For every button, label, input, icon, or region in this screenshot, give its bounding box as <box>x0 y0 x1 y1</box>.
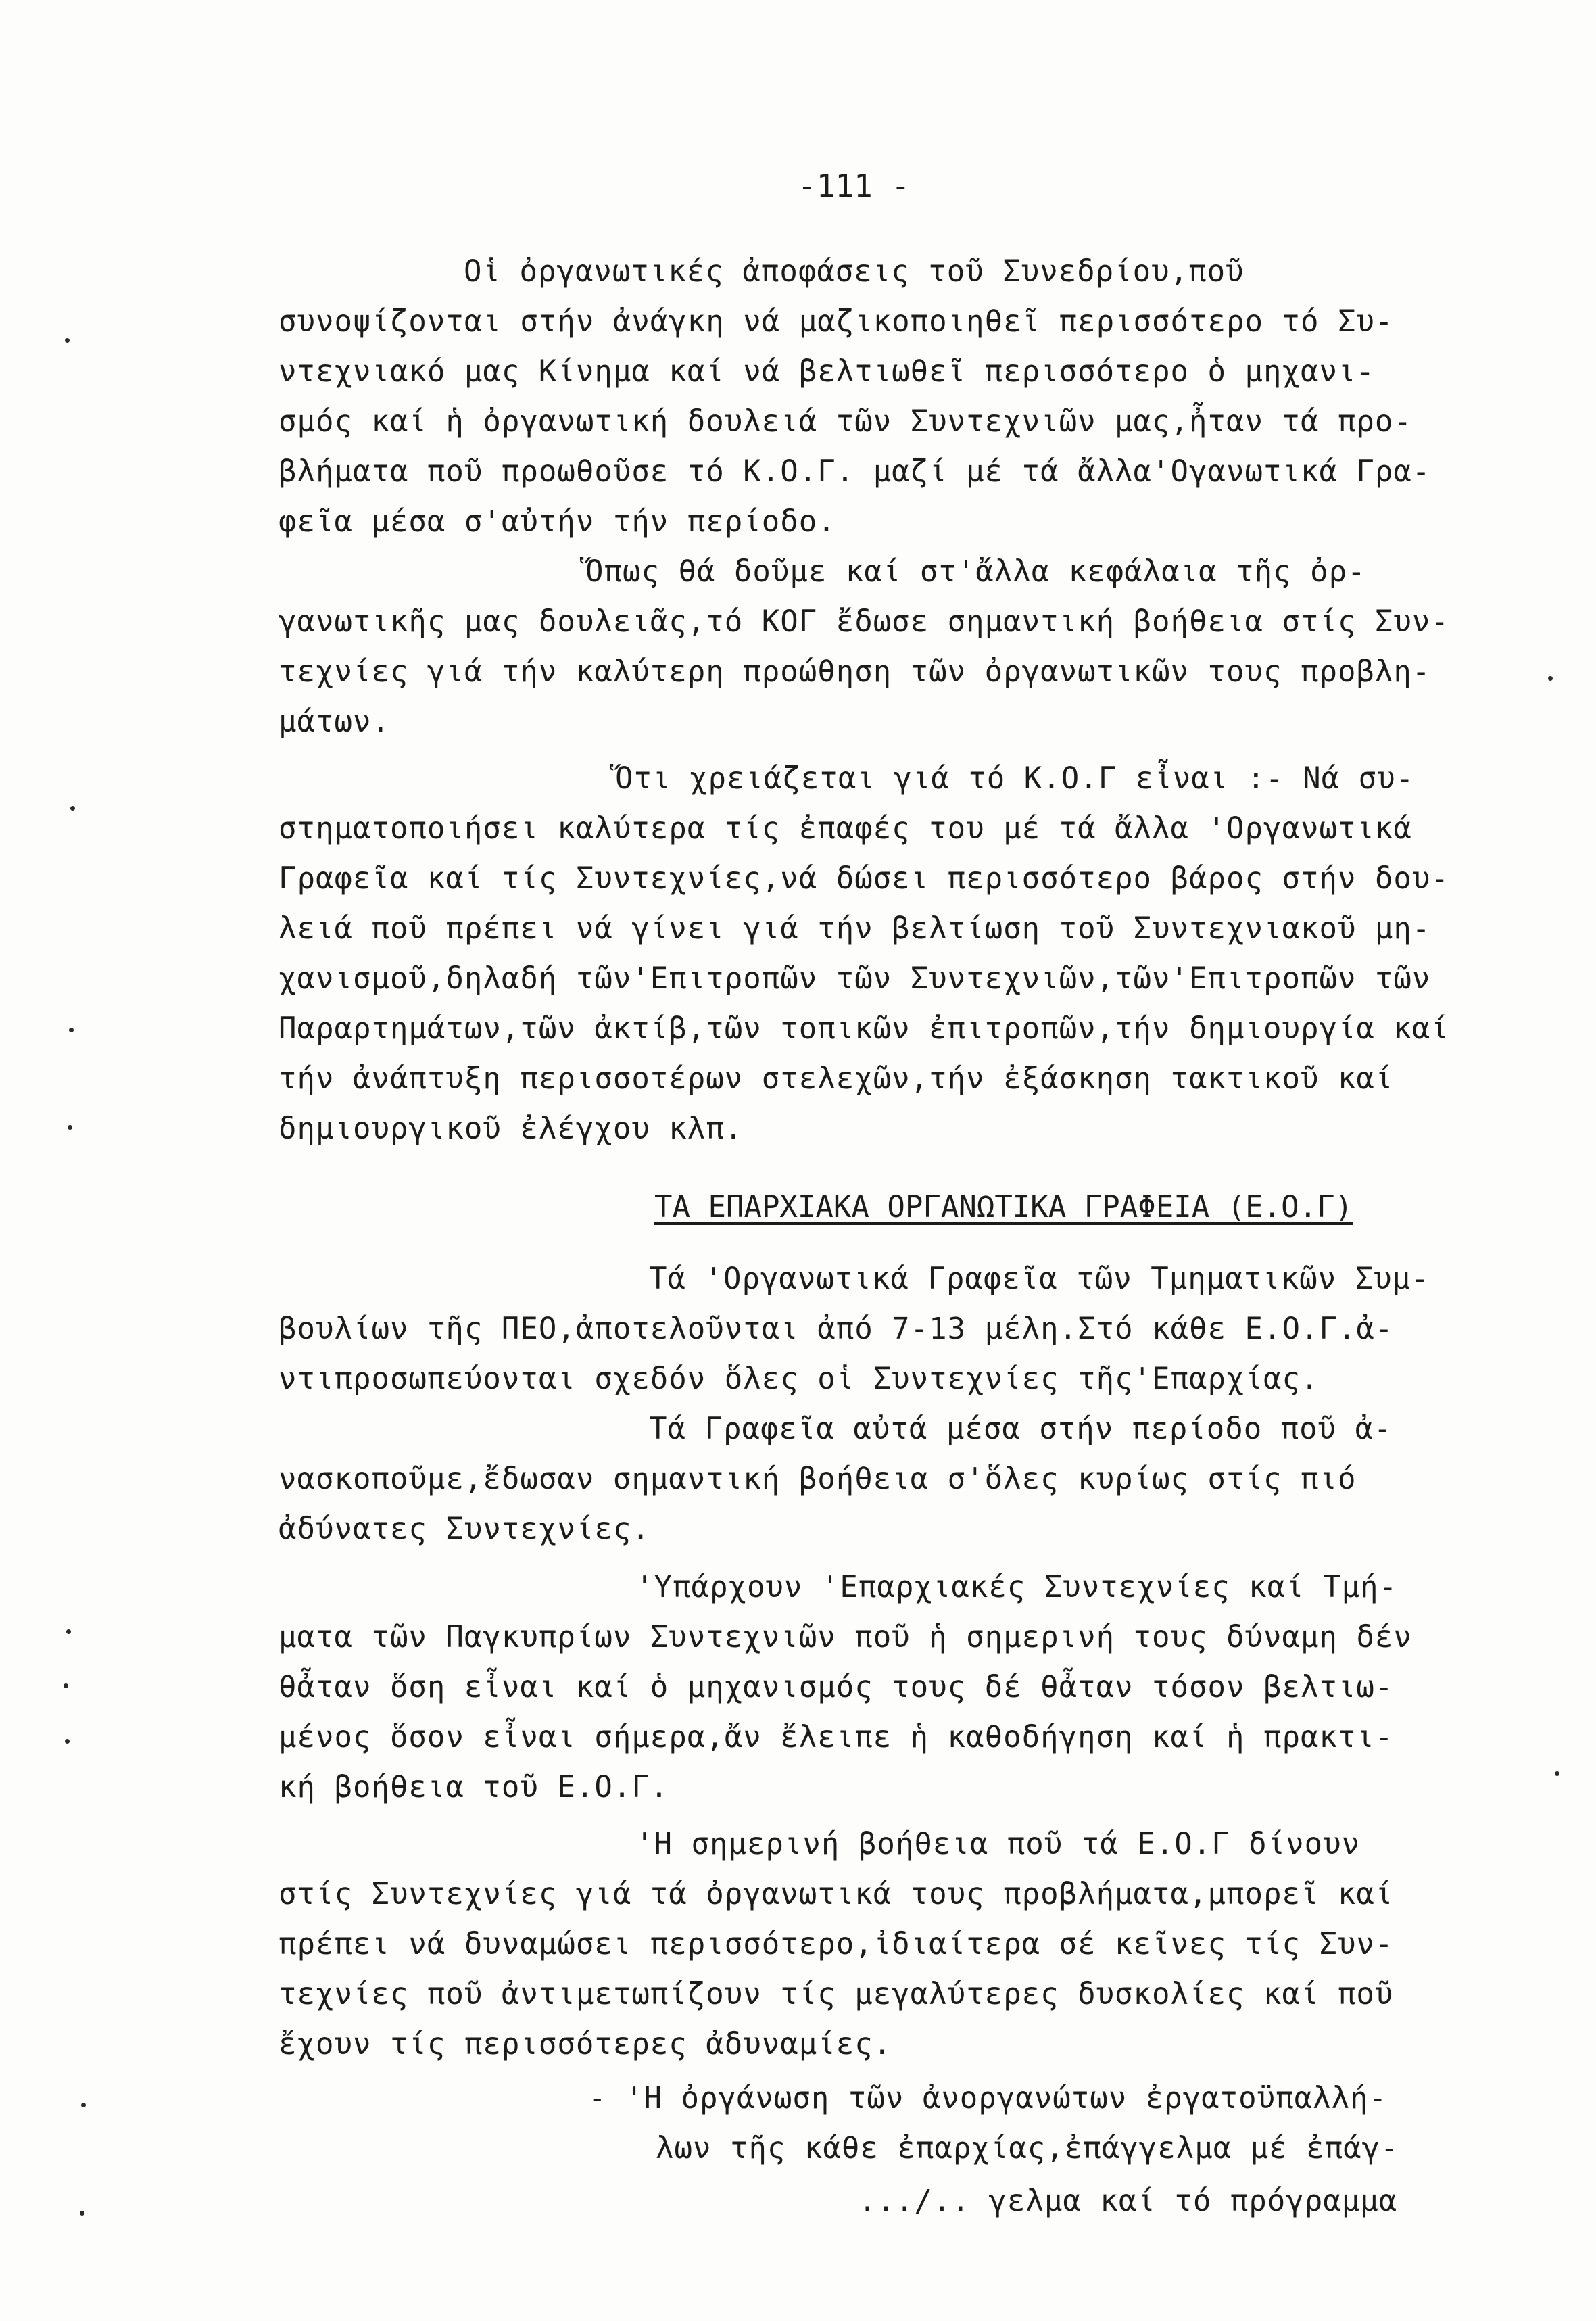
text-line: θἆταν ὅση εἶναι καί ὁ μηχανισμός τους δέ θἆταν τόσον βελτιω- <box>279 1670 1394 1704</box>
continuation-line: .../.. γελμα καί τό πρόγραμμα <box>859 2184 1398 2218</box>
text-line: στίς Συντεχνίες γιά τά ὀργανωτικά τους προβλήματα,μπορεῖ καί <box>279 1877 1394 1911</box>
text-line: Γραφεῖα καί τίς Συντεχνίες,νά δώσει περισσότερο βάρος στήν δου- <box>279 861 1449 896</box>
scan-speck <box>64 1683 68 1688</box>
section-heading: ΤΑ ΕΠΑΡΧΙΑΚΑ ΟΡΓΑΝΩΤΙΚΑ ΓΡΑΦΕΙΑ (Ε.Ο.Γ) <box>654 1190 1353 1224</box>
text-line: συνοψίζονται στήν ἀνάγκη νά μαζικοποιηθεῖ περισσότερο τό Συ- <box>279 304 1394 339</box>
text-line: 'Η σημερινή βοήθεια ποῦ τά Ε.Ο.Γ δίνουν <box>635 1827 1361 1861</box>
text-line: Τά 'Οργανωτικά Γραφεῖα τῶν Τμηματικῶν Συμ- <box>649 1262 1430 1296</box>
text-line: πρέπει νά δυναμώσει περισσότερο,ἰδιαίτερα σέ κεῖνες τίς Συν- <box>279 1927 1394 1961</box>
scan-speck <box>1548 676 1553 681</box>
text-line: τεχνίες γιά τήν καλύτερη προώθηση τῶν ὀργανωτικῶν τους προβλη- <box>279 654 1431 689</box>
text-line: ἀδύνατες Συντεχνίες. <box>279 1512 650 1546</box>
scan-speck <box>68 1125 72 1130</box>
text-line: Ὅπως θά δοῦμε καί στ'ἄλλα κεφάλαια τῆς ὀρ- <box>585 554 1366 589</box>
text-line: στηματοποιήσει καλύτερα τίς ἐπαφές του μέ τά ἄλλα 'Οργανωτικά <box>279 811 1412 846</box>
text-line: λειά ποῦ πρέπει νά γίνει γιά τήν βελτίωση τοῦ Συντεχνιακοῦ μη- <box>279 911 1431 946</box>
text-line: 'Υπάρχουν 'Επαρχιακές Συντεχνίες καί Τμή- <box>635 1570 1398 1604</box>
text-line: τεχνίες ποῦ ἀντιμετωπίζουν τίς μεγαλύτερες δυσκολίες καί ποῦ <box>279 1977 1394 2011</box>
scan-speck <box>65 1739 70 1744</box>
text-line: φεῖα μέσα σ'αὐτήν τήν περίοδο. <box>279 504 836 539</box>
scan-speck <box>66 1629 71 1634</box>
scan-speck <box>81 2103 86 2107</box>
text-line: βουλίων τῆς ΠΕΟ,ἀποτελοῦνται ἀπό 7-13 μέλη.Στό κάθε Ε.Ο.Γ.ἀ- <box>279 1312 1394 1346</box>
page-number: -111 - <box>798 168 911 204</box>
text-line: ἔχουν τίς περισσότερες ἀδυναμίες. <box>279 2027 892 2061</box>
scan-speck <box>70 806 75 811</box>
scan-speck <box>80 2211 84 2216</box>
scan-speck <box>69 1028 74 1032</box>
text-line: τήν ἀνάπτυξη περισσοτέρων στελεχῶν,τήν ἐξάσκηση τακτικοῦ καί <box>279 1061 1394 1096</box>
text-line: ντεχνιακό μας Κίνημα καί νά βελτιωθεῖ περισσότερο ὁ μηχανι- <box>279 354 1375 389</box>
text-line: μένος ὅσον εἶναι σήμερα,ἄν ἔλειπε ἡ καθοδήγηση καί ἡ πρακτι- <box>279 1720 1394 1754</box>
text-line: Οἱ ὀργανωτικές ἀποφάσεις τοῦ Συνεδρίου,ποῦ <box>464 254 1244 289</box>
text-line: μάτων. <box>279 704 390 739</box>
text-line: κή βοήθεια τοῦ Ε.Ο.Γ. <box>279 1770 669 1804</box>
scan-speck <box>65 338 70 343</box>
text-line: λων τῆς κάθε ἐπαρχίας,ἐπάγγελμα μέ ἐπάγ- <box>656 2131 1399 2166</box>
text-line: ματα τῶν Παγκυπρίων Συντεχνιῶν ποῦ ἡ σημερινή τους δύναμη δέν <box>279 1620 1412 1654</box>
text-line: Τά Γραφεῖα αὐτά μέσα στήν περίοδο ποῦ ἀ- <box>649 1412 1393 1446</box>
text-line: χανισμοῦ,δηλαδή τῶν'Επιτροπῶν τῶν Συντεχνιῶν,τῶν'Επιτροπῶν τῶν <box>279 961 1431 996</box>
text-line: γανωτικῆς μας δουλειᾶς,τό ΚΟΓ ἔδωσε σημαντική βοήθεια στίς Συν- <box>279 604 1449 639</box>
text-line: σμός καί ἡ ὀργανωτική δουλειά τῶν Συντεχνιῶν μας,ἦταν τά προ- <box>279 404 1412 439</box>
text-line: βλήματα ποῦ προωθοῦσε τό Κ.Ο.Γ. μαζί μέ τά ἄλλα'Ογανωτικά Γρα- <box>279 454 1431 489</box>
scan-speck <box>1555 1771 1559 1776</box>
text-line: δημιουργικοῦ ἐλέγχου κλπ. <box>279 1111 744 1146</box>
text-line: Παραρτημάτων,τῶν ἀκτίβ,τῶν τοπικῶν ἐπιτροπῶν,τήν δημιουργία καί <box>279 1011 1449 1046</box>
text-line: νασκοποῦμε,ἔδωσαν σημαντική βοήθεια σ'ὅλες κυρίως στίς πιό <box>279 1462 1357 1496</box>
text-line: Ὅτι χρειάζεται γιά τό Κ.Ο.Γ εἶναι :- Νά συ- <box>615 761 1415 796</box>
text-line: ντιπροσωπεύονται σχεδόν ὅλες οἱ Συντεχνίες τῆς'Επαρχίας. <box>279 1362 1320 1396</box>
text-line: - 'Η ὀργάνωση τῶν ἀνοργανώτων ἐργατοϋπαλλή- <box>588 2081 1388 2115</box>
